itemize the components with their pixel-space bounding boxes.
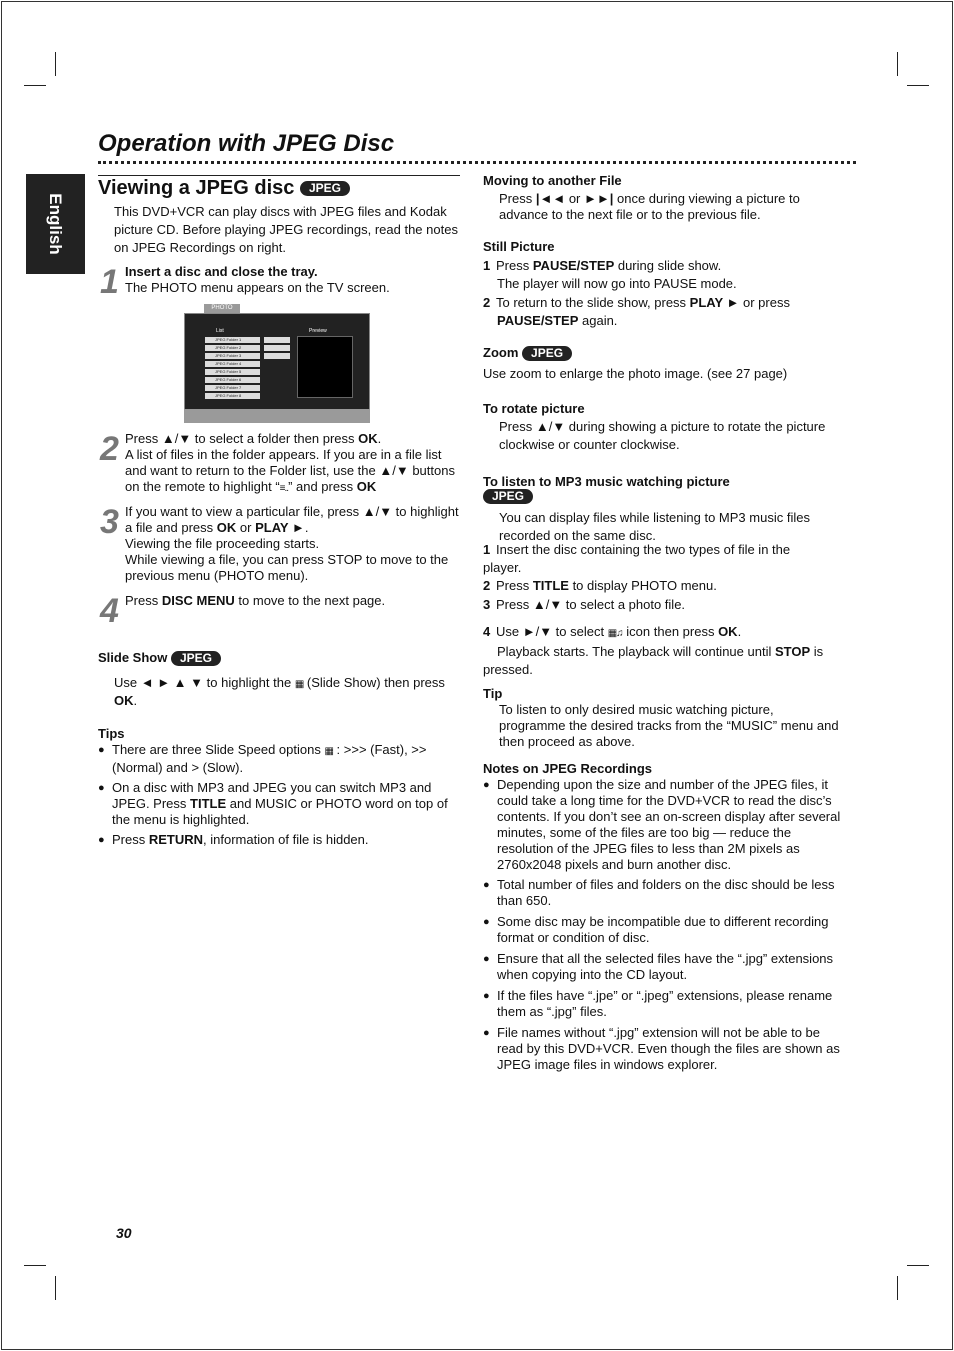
left-column xyxy=(98,176,460,200)
zoom-text: Use zoom to enlarge the photo image. (see 27 page) xyxy=(483,366,788,381)
step-number: 3 xyxy=(483,597,491,612)
step-3-text: If you want to view a particular file, press ▲/▼ to highlight a file and press xyxy=(125,504,459,535)
list-item xyxy=(483,951,847,983)
step-number: 1 xyxy=(100,263,119,301)
still-bold: PLAY ► xyxy=(689,295,740,310)
folder-up-icon: ≡.. xyxy=(279,483,289,494)
still-pause-text: The player will now go into PAUSE mode. xyxy=(497,276,737,291)
osd-folder-item: JPEG Folder 1 xyxy=(205,337,260,343)
section-title-text: Viewing a JPEG disc xyxy=(98,177,295,199)
osd-folder-item: JPEG Folder 6 xyxy=(205,377,260,383)
bullet-icon: ● xyxy=(98,834,105,846)
tip-text: To listen to only desired music watching picture, programme the desired tracks from the “MUSIC” menu and then proceed as above. xyxy=(499,702,839,749)
page-number: 30 xyxy=(116,1225,132,1241)
step-4-disc-menu: DISC MENU xyxy=(161,593,235,608)
listen-playback-text: Playback starts. The playback will continue until xyxy=(497,644,775,659)
list-item xyxy=(483,988,847,1020)
still-step-1 xyxy=(483,257,843,293)
bullet-icon: ● xyxy=(483,1027,490,1039)
step-4-text: Press xyxy=(125,593,162,608)
step-3-or: or xyxy=(236,520,256,535)
step-number: 2 xyxy=(483,295,491,310)
page-title: Operation with JPEG Disc xyxy=(98,130,395,157)
notes-list xyxy=(483,777,847,1077)
listen-playback-end: is pressed. xyxy=(483,644,824,677)
still-text: Press xyxy=(496,258,533,273)
bullet-icon: ● xyxy=(483,879,490,891)
listen-step-1 xyxy=(483,541,823,577)
crop-mark xyxy=(907,85,929,86)
osd-folder-item: JPEG Folder 2 xyxy=(205,345,260,351)
step-3-line-2: While viewing a file, you can press STOP to move to the previous menu (PHOTO menu). xyxy=(125,552,449,583)
moving-text xyxy=(499,191,839,223)
osd-folder-item: JPEG Folder 5 xyxy=(205,369,260,375)
listen-step-2 xyxy=(483,578,823,594)
listen-step-text: Press ▲/▼ to select a photo file. xyxy=(496,597,686,612)
still-text-mid: or press xyxy=(739,295,790,310)
listen-step-text: Insert the disc containing the two types of file in the player. xyxy=(483,542,791,575)
slide-show-icon: ▦ xyxy=(294,679,304,690)
bullet-icon: ● xyxy=(483,990,490,1002)
tip-text: On a disc with MP3 and JPEG you can switch MP3 and JPEG. Press xyxy=(112,780,432,811)
listen-intro: You can display files while listening to MP3 music files recorded on the same disc. xyxy=(499,510,810,543)
note-text: Depending upon the size and number of the JPEG files, it could take a long time for the DVD+VCR to read the disc’s contents. If you don’t see an on-screen display after several minutes, some of the files are too big — reduce the resolution of the JPEG files to less than 2M pixels as 2760x2048 pixels and burn another disc. xyxy=(497,777,841,872)
osd-preview-label: Preview xyxy=(309,328,327,334)
slide-show-text-a: Use ◄ ► ▲ ▼ to highlight the xyxy=(114,675,295,690)
section-title xyxy=(98,176,460,200)
osd-preview-window xyxy=(297,336,353,398)
bullet-icon: ● xyxy=(98,744,105,756)
note-text: Total number of files and folders on the disc should be less than 650. xyxy=(497,877,835,908)
notes-title: Notes on JPEG Recordings xyxy=(483,761,653,776)
jpeg-badge: JPEG xyxy=(171,651,221,666)
jpeg-badge: JPEG xyxy=(483,489,533,504)
listen-step-3 xyxy=(483,597,823,613)
tip-text-end: and MUSIC or PHOTO word on top of the menu is highlighted. xyxy=(112,796,448,827)
music-photo-icon: ▦♫ xyxy=(607,628,623,639)
tips-list xyxy=(98,742,460,852)
step-number: 3 xyxy=(100,503,119,541)
list-item xyxy=(483,877,847,909)
slide-show-text: Use ◄ ► ▲ ▼ to highlight the ▦ (Slide Show) then press OK. xyxy=(114,675,445,708)
tips-title: Tips xyxy=(98,726,125,741)
step-number: 2 xyxy=(100,430,119,468)
osd-folder-item: JPEG Folder 3 xyxy=(205,353,260,359)
listen-stop: STOP xyxy=(774,644,811,659)
moving-or: or xyxy=(565,191,585,206)
step-1-text: The PHOTO menu appears on the TV screen. xyxy=(125,280,390,295)
osd-photo-tab: PHOTO xyxy=(204,304,240,313)
osd-folder-item: JPEG Folder 4 xyxy=(205,361,260,367)
zoom-heading xyxy=(483,345,572,361)
list-item xyxy=(98,742,460,776)
listen-ok: OK xyxy=(718,624,738,639)
still-text: To return to the slide show, press xyxy=(496,295,690,310)
tip-text: There are three Slide Speed options xyxy=(112,742,325,757)
step-number: 4 xyxy=(100,592,119,630)
list-item xyxy=(98,780,460,828)
jpeg-badge: JPEG xyxy=(300,181,350,196)
slide-speed-icon: ▦ xyxy=(324,746,333,757)
listen-title-button: TITLE xyxy=(532,578,569,593)
still-step-2 xyxy=(483,294,843,330)
step-3-line: Viewing the file proceeding starts. xyxy=(125,536,320,551)
listen-step-text-end: to display PHOTO menu. xyxy=(568,578,717,593)
osd-list-label: List xyxy=(216,328,224,334)
step-3-ok: OK xyxy=(216,520,237,535)
step-2-ok: OK xyxy=(358,431,378,446)
bullet-icon: ● xyxy=(483,779,490,791)
crop-mark xyxy=(897,1276,898,1300)
listen-title: To listen to MP3 music watching picture xyxy=(483,474,730,489)
bullet-icon: ● xyxy=(98,782,105,794)
slide-show-text-b: (Slide Show) then press xyxy=(303,675,445,690)
bullet-icon: ● xyxy=(483,953,490,965)
step-3: If you want to view a particular file, press ▲/▼ to highlight a file and press OK or PLAY ►. Viewing the file proceeding starts. While viewing a file, you can press STOP to move to the previous menu (PHOTO menu). xyxy=(125,504,459,583)
osd-button xyxy=(264,337,290,343)
crop-mark xyxy=(24,85,46,86)
step-2-detail-end: ” and press xyxy=(288,479,357,494)
list-item xyxy=(483,777,847,873)
step-1-lead: Insert a disc and close the tray. xyxy=(125,264,318,279)
still-text-end: during slide show. xyxy=(614,258,722,273)
crop-mark xyxy=(55,52,56,76)
listen-step-text: Press xyxy=(496,578,533,593)
tip-bold: RETURN xyxy=(148,832,204,847)
note-text: File names without “.jpg” extension will not be able to be read by this DVD+VCR. Even though the files are shown as JPEG image files in windows explorer. xyxy=(497,1025,840,1072)
step-2-ok-2: OK xyxy=(356,479,377,494)
note-text: If the files have “.jpe” or “.jpeg” extensions, please rename them as “.jpg” files. xyxy=(497,988,833,1019)
step-number: 2 xyxy=(483,578,491,593)
section-rule xyxy=(98,173,460,176)
zoom-title: Zoom xyxy=(483,345,519,360)
tip-title: Tip xyxy=(483,686,503,701)
step-1 xyxy=(125,264,461,296)
bullet-icon: ● xyxy=(483,916,490,928)
step-number: 4 xyxy=(483,624,491,639)
moving-text-c: once during viewing a picture to advance to the next file or to the previous file. xyxy=(499,191,800,222)
language-tab xyxy=(26,174,85,274)
step-3-play: PLAY ► xyxy=(255,520,305,535)
slide-show-heading xyxy=(98,650,221,666)
list-item xyxy=(483,1025,847,1073)
crop-mark xyxy=(907,1265,929,1266)
step-2-detail: A list of files in the folder appears. If you are in a file list and want to return to the Folder list, use the ▲/▼ buttons on the remote to highlight “ xyxy=(125,447,455,494)
moving-text-a: Press xyxy=(499,191,536,206)
jpeg-badge: JPEG xyxy=(522,346,572,361)
listen-badge-wrap xyxy=(483,488,533,504)
step-4 xyxy=(125,593,461,609)
step-2: Press ▲/▼ to select a folder then press OK. A list of files in the folder appears. If you are in a file list and want to return to the Folder list, use the ▲/▼ buttons on the remote to highlight “≡..” and press OK xyxy=(125,431,461,497)
osd-button xyxy=(264,345,290,351)
osd-status-bar xyxy=(184,409,370,423)
step-2-text: Press ▲/▼ to select a folder then press xyxy=(125,431,359,446)
note-text: Ensure that all the selected files have the “.jpg” extensions when copying into the CD layout. xyxy=(497,951,834,982)
tip-text-end: , information of file is hidden. xyxy=(203,832,369,847)
list-item xyxy=(483,914,847,946)
step-number: 1 xyxy=(483,542,491,557)
still-bold-2: PAUSE/STEP xyxy=(497,313,579,328)
language-label: English xyxy=(46,193,65,255)
tip-bold: TITLE xyxy=(190,796,227,811)
osd-button xyxy=(264,353,290,359)
title-divider xyxy=(98,161,856,164)
osd-folder-item: JPEG Folder 8 xyxy=(205,393,260,399)
still-text-end: again. xyxy=(578,313,618,328)
still-title: Still Picture xyxy=(483,239,555,254)
prev-icon: |◄◄ xyxy=(535,191,566,206)
listen-step-text-mid: icon then press xyxy=(622,624,719,639)
rotate-text: Press ▲/▼ during showing a picture to rotate the picture clockwise or counter clockwise. xyxy=(499,419,826,452)
moving-title: Moving to another File xyxy=(483,173,622,188)
still-bold: PAUSE/STEP xyxy=(532,258,615,273)
tip-text: Press xyxy=(112,832,149,847)
listen-step-text: Use ►/▼ to select xyxy=(496,624,608,639)
step-number: 1 xyxy=(483,258,491,273)
note-text: Some disc may be incompatible due to different recording format or condition of disc. xyxy=(497,914,829,945)
crop-mark xyxy=(55,1276,56,1300)
slide-show-title: Slide Show xyxy=(98,650,168,665)
list-item xyxy=(98,832,460,848)
crop-mark xyxy=(24,1265,46,1266)
intro-text: This DVD+VCR can play discs with JPEG files and Kodak picture CD. Before playing JPEG recordings, read the notes on JPEG Recordings on right. xyxy=(114,204,458,255)
crop-mark xyxy=(897,52,898,76)
listen-step-4: 4 Use ►/▼ to select ▦♫ icon then press OK. Playback starts. The playback will continue until STOP is pressed. xyxy=(483,624,824,677)
slide-show-ok: OK xyxy=(114,693,134,708)
next-icon: ►►| xyxy=(584,191,614,206)
rotate-title: To rotate picture xyxy=(483,401,585,416)
tip-text-end: : >>> (Fast), >> (Normal) and > (Slow). xyxy=(112,742,427,775)
osd-folder-item: JPEG Folder 7 xyxy=(205,385,260,391)
step-4-text-end: to move to the next page. xyxy=(234,593,386,608)
